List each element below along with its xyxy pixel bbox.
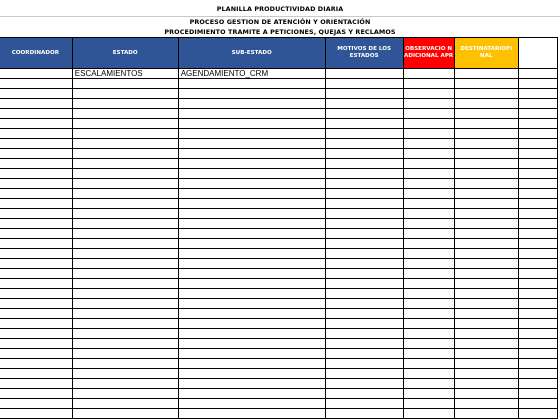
table-cell[interactable] bbox=[325, 69, 403, 79]
table-cell[interactable] bbox=[454, 69, 518, 79]
table-cell[interactable] bbox=[454, 329, 518, 339]
table-cell[interactable] bbox=[454, 99, 518, 109]
table-cell[interactable] bbox=[403, 369, 454, 379]
table-cell[interactable] bbox=[0, 69, 72, 79]
table-row bbox=[0, 199, 558, 209]
table-cell[interactable] bbox=[518, 249, 557, 259]
table-cell[interactable] bbox=[454, 219, 518, 229]
table-cell[interactable] bbox=[0, 189, 72, 199]
table-cell[interactable] bbox=[72, 269, 178, 279]
table-cell[interactable] bbox=[325, 159, 403, 169]
sheet-title: PLANILLA PRODUCTIVIDAD DIARIA bbox=[216, 5, 344, 13]
table-cell[interactable] bbox=[403, 329, 454, 339]
table-cell[interactable] bbox=[325, 409, 403, 419]
table-cell[interactable] bbox=[0, 399, 72, 409]
table-cell[interactable] bbox=[454, 119, 518, 129]
table-cell[interactable] bbox=[325, 149, 403, 159]
table-cell[interactable] bbox=[325, 99, 403, 109]
header-sub-estado[interactable]: SUB-ESTADO bbox=[178, 38, 325, 69]
header-destinatario[interactable]: DESTINATARIOFI NAL bbox=[454, 38, 518, 69]
table-cell[interactable] bbox=[325, 259, 403, 269]
table-cell[interactable] bbox=[0, 169, 72, 179]
table-cell[interactable] bbox=[0, 149, 72, 159]
table-row bbox=[0, 399, 558, 409]
table-row bbox=[0, 169, 558, 179]
table-cell[interactable] bbox=[178, 349, 325, 359]
header-row bbox=[0, 38, 558, 69]
table-cell[interactable] bbox=[0, 219, 72, 229]
table-row bbox=[0, 379, 558, 389]
table-cell[interactable] bbox=[454, 289, 518, 299]
table-cell[interactable] bbox=[454, 149, 518, 159]
table-cell[interactable] bbox=[454, 189, 518, 199]
table-cell[interactable] bbox=[178, 369, 325, 379]
table-cell[interactable] bbox=[325, 269, 403, 279]
table-cell[interactable] bbox=[403, 159, 454, 169]
table-row bbox=[0, 339, 558, 349]
table-cell[interactable] bbox=[325, 359, 403, 369]
table-cell[interactable] bbox=[178, 239, 325, 249]
table-cell[interactable] bbox=[325, 399, 403, 409]
table-row bbox=[0, 259, 558, 269]
table-cell[interactable] bbox=[518, 129, 557, 139]
table-cell[interactable] bbox=[518, 399, 557, 409]
table-cell[interactable] bbox=[403, 399, 454, 409]
table-cell[interactable] bbox=[518, 329, 557, 339]
table-cell[interactable] bbox=[72, 249, 178, 259]
table-row bbox=[0, 249, 558, 259]
table-row bbox=[0, 319, 558, 329]
table-cell[interactable] bbox=[325, 139, 403, 149]
divider bbox=[0, 16, 560, 17]
table-cell[interactable] bbox=[325, 339, 403, 349]
table-cell[interactable] bbox=[403, 89, 454, 99]
table-cell[interactable] bbox=[0, 329, 72, 339]
table-cell[interactable] bbox=[72, 309, 178, 319]
table-cell[interactable] bbox=[454, 349, 518, 359]
table-cell[interactable] bbox=[178, 99, 325, 109]
table-cell[interactable] bbox=[325, 239, 403, 249]
table-cell[interactable] bbox=[325, 279, 403, 289]
table-cell[interactable] bbox=[518, 339, 557, 349]
table-cell[interactable] bbox=[178, 179, 325, 189]
table-row bbox=[0, 289, 558, 299]
table-cell[interactable] bbox=[325, 319, 403, 329]
table-cell[interactable] bbox=[72, 169, 178, 179]
table-cell[interactable] bbox=[403, 389, 454, 399]
table-body bbox=[0, 69, 558, 419]
table-cell[interactable] bbox=[72, 189, 178, 199]
table-cell[interactable] bbox=[454, 279, 518, 289]
table-cell[interactable] bbox=[518, 209, 557, 219]
header-estado[interactable]: ESTADO bbox=[72, 38, 178, 69]
table-cell[interactable] bbox=[403, 119, 454, 129]
table-cell[interactable] bbox=[0, 109, 72, 119]
table-cell[interactable] bbox=[403, 99, 454, 109]
table-cell[interactable] bbox=[72, 139, 178, 149]
table-cell[interactable] bbox=[72, 279, 178, 289]
table-row bbox=[0, 299, 558, 309]
table-cell[interactable] bbox=[454, 229, 518, 239]
table-cell[interactable] bbox=[403, 279, 454, 289]
table-row bbox=[0, 69, 558, 79]
table-cell[interactable] bbox=[518, 269, 557, 279]
table-cell[interactable] bbox=[518, 159, 557, 169]
table-cell[interactable] bbox=[0, 269, 72, 279]
table-cell[interactable] bbox=[403, 69, 454, 79]
table-cell[interactable] bbox=[403, 349, 454, 359]
table-cell[interactable] bbox=[403, 79, 454, 89]
table-cell[interactable] bbox=[72, 319, 178, 329]
table-cell[interactable] bbox=[454, 269, 518, 279]
table-cell[interactable] bbox=[72, 259, 178, 269]
table-cell[interactable] bbox=[72, 149, 178, 159]
table-cell[interactable] bbox=[178, 259, 325, 269]
table-cell[interactable] bbox=[518, 119, 557, 129]
table-cell[interactable] bbox=[454, 159, 518, 169]
table-cell[interactable] bbox=[518, 229, 557, 239]
table-cell[interactable] bbox=[178, 409, 325, 419]
table-cell[interactable] bbox=[454, 399, 518, 409]
table-cell[interactable] bbox=[72, 89, 178, 99]
table-cell[interactable] bbox=[72, 119, 178, 129]
table-cell[interactable] bbox=[518, 89, 557, 99]
table-cell[interactable] bbox=[325, 109, 403, 119]
table-row bbox=[0, 179, 558, 189]
table-cell[interactable] bbox=[178, 339, 325, 349]
table-cell[interactable] bbox=[72, 79, 178, 89]
table-cell[interactable] bbox=[178, 399, 325, 409]
table-cell[interactable] bbox=[454, 89, 518, 99]
table-cell[interactable] bbox=[178, 159, 325, 169]
table-cell[interactable] bbox=[72, 289, 178, 299]
table-cell[interactable] bbox=[72, 209, 178, 219]
table-cell[interactable] bbox=[454, 209, 518, 219]
table-cell[interactable] bbox=[403, 149, 454, 159]
table-cell[interactable] bbox=[403, 189, 454, 199]
table-cell[interactable]: AGENDAMIENTO_CRM bbox=[178, 69, 325, 79]
table-cell[interactable] bbox=[325, 229, 403, 239]
table-row bbox=[0, 209, 558, 219]
table-cell[interactable] bbox=[325, 329, 403, 339]
table-cell[interactable] bbox=[518, 199, 557, 209]
table-cell[interactable] bbox=[178, 219, 325, 229]
table-row bbox=[0, 99, 558, 109]
table-cell[interactable] bbox=[72, 399, 178, 409]
table-cell[interactable] bbox=[518, 189, 557, 199]
table-cell[interactable] bbox=[454, 129, 518, 139]
table-cell[interactable] bbox=[454, 109, 518, 119]
table-cell[interactable] bbox=[403, 249, 454, 259]
header-direccion[interactable]: DIRECCIO N ENV "CART bbox=[518, 38, 557, 69]
procedure-title: PROCEDIMIENTO TRAMITE A PETICIONES, QUEJAS Y RECLAMOS bbox=[164, 28, 396, 36]
table-cell[interactable] bbox=[72, 199, 178, 209]
header-motivos[interactable]: MOTIVOS DE LOS ESTADOS bbox=[325, 38, 403, 69]
table-cell[interactable] bbox=[178, 379, 325, 389]
table-cell[interactable] bbox=[518, 289, 557, 299]
table-cell[interactable] bbox=[178, 309, 325, 319]
table-cell[interactable] bbox=[518, 139, 557, 149]
table-cell[interactable] bbox=[0, 229, 72, 239]
table-cell[interactable] bbox=[454, 379, 518, 389]
table-cell[interactable] bbox=[454, 369, 518, 379]
table-cell[interactable] bbox=[72, 129, 178, 139]
table-cell[interactable] bbox=[178, 169, 325, 179]
table-cell[interactable] bbox=[178, 149, 325, 159]
table-cell[interactable] bbox=[403, 409, 454, 419]
process-title: PROCESO GESTION DE ATENCIÓN Y ORIENTACIÓN bbox=[189, 18, 371, 26]
table-cell[interactable] bbox=[0, 409, 72, 419]
table-row bbox=[0, 139, 558, 149]
table-cell[interactable] bbox=[178, 189, 325, 199]
table-cell[interactable] bbox=[178, 89, 325, 99]
table-cell[interactable] bbox=[325, 179, 403, 189]
table-cell[interactable] bbox=[454, 259, 518, 269]
table-cell[interactable] bbox=[518, 309, 557, 319]
table-cell[interactable] bbox=[72, 179, 178, 189]
table-cell[interactable] bbox=[403, 359, 454, 369]
table-cell[interactable] bbox=[0, 79, 72, 89]
table-cell[interactable] bbox=[454, 139, 518, 149]
table-cell[interactable] bbox=[178, 279, 325, 289]
table-cell[interactable] bbox=[454, 299, 518, 309]
table-cell[interactable] bbox=[178, 389, 325, 399]
table-row bbox=[0, 229, 558, 239]
table-cell[interactable] bbox=[72, 349, 178, 359]
table-cell[interactable] bbox=[72, 329, 178, 339]
table-row bbox=[0, 149, 558, 159]
table-cell[interactable] bbox=[403, 319, 454, 329]
table-row bbox=[0, 89, 558, 99]
table-cell[interactable] bbox=[325, 299, 403, 309]
table-cell[interactable] bbox=[325, 349, 403, 359]
table-row bbox=[0, 349, 558, 359]
table-cell[interactable] bbox=[0, 199, 72, 209]
table-cell[interactable] bbox=[0, 259, 72, 269]
table-cell[interactable] bbox=[403, 199, 454, 209]
table-cell[interactable] bbox=[403, 179, 454, 189]
table-cell[interactable] bbox=[518, 149, 557, 159]
table-row bbox=[0, 79, 558, 89]
table-row bbox=[0, 279, 558, 289]
table-row bbox=[0, 129, 558, 139]
table-cell[interactable] bbox=[454, 199, 518, 209]
table-cell[interactable] bbox=[403, 129, 454, 139]
table-cell[interactable] bbox=[72, 219, 178, 229]
table-cell[interactable] bbox=[403, 239, 454, 249]
table-cell[interactable] bbox=[72, 239, 178, 249]
table-cell[interactable] bbox=[178, 129, 325, 139]
table-cell[interactable] bbox=[0, 309, 72, 319]
table-cell[interactable] bbox=[72, 389, 178, 399]
table-cell[interactable] bbox=[518, 259, 557, 269]
header-observacion[interactable]: OBSERVACIO N ADICIONAL APR bbox=[403, 38, 454, 69]
table-cell[interactable] bbox=[0, 139, 72, 149]
table-row bbox=[0, 119, 558, 129]
table-cell[interactable] bbox=[0, 359, 72, 369]
table-cell[interactable] bbox=[178, 289, 325, 299]
table-cell[interactable] bbox=[0, 249, 72, 259]
table-cell[interactable] bbox=[0, 209, 72, 219]
table-cell[interactable] bbox=[72, 409, 178, 419]
table-cell[interactable] bbox=[518, 349, 557, 359]
table-cell[interactable] bbox=[518, 359, 557, 369]
table-cell[interactable] bbox=[178, 109, 325, 119]
table-cell[interactable] bbox=[518, 389, 557, 399]
table-row bbox=[0, 409, 558, 419]
table-row bbox=[0, 359, 558, 369]
table-cell[interactable] bbox=[178, 229, 325, 239]
table-row bbox=[0, 109, 558, 119]
productivity-table bbox=[0, 37, 558, 419]
table-cell[interactable] bbox=[403, 379, 454, 389]
table-cell[interactable] bbox=[0, 299, 72, 309]
table-cell[interactable] bbox=[325, 379, 403, 389]
table-cell[interactable] bbox=[518, 79, 557, 89]
table-cell[interactable] bbox=[72, 99, 178, 109]
table-cell[interactable] bbox=[325, 389, 403, 399]
table-cell[interactable] bbox=[0, 349, 72, 359]
table-cell[interactable] bbox=[0, 99, 72, 109]
table-cell[interactable] bbox=[403, 139, 454, 149]
table-cell[interactable] bbox=[403, 219, 454, 229]
table-cell[interactable] bbox=[0, 289, 72, 299]
table-cell[interactable] bbox=[72, 159, 178, 169]
table-cell[interactable] bbox=[518, 219, 557, 229]
table-cell[interactable] bbox=[178, 299, 325, 309]
table-cell[interactable] bbox=[0, 239, 72, 249]
table-cell[interactable] bbox=[72, 379, 178, 389]
table-cell[interactable] bbox=[403, 299, 454, 309]
table-cell[interactable] bbox=[72, 339, 178, 349]
table-cell[interactable] bbox=[0, 379, 72, 389]
table-cell[interactable] bbox=[178, 199, 325, 209]
table-cell[interactable] bbox=[518, 369, 557, 379]
table-row bbox=[0, 389, 558, 399]
table-cell[interactable] bbox=[518, 169, 557, 179]
table-cell[interactable] bbox=[518, 299, 557, 309]
table-cell[interactable] bbox=[325, 199, 403, 209]
table-cell[interactable] bbox=[72, 109, 178, 119]
table-cell[interactable] bbox=[0, 369, 72, 379]
table-cell[interactable] bbox=[325, 219, 403, 229]
table-cell[interactable] bbox=[178, 139, 325, 149]
table-cell[interactable] bbox=[0, 89, 72, 99]
table-cell[interactable] bbox=[178, 319, 325, 329]
table-row bbox=[0, 239, 558, 249]
table-cell[interactable] bbox=[403, 289, 454, 299]
table-cell[interactable] bbox=[325, 89, 403, 99]
table-cell[interactable] bbox=[325, 189, 403, 199]
table-cell[interactable] bbox=[178, 249, 325, 259]
table-cell[interactable] bbox=[72, 359, 178, 369]
table-cell[interactable] bbox=[518, 109, 557, 119]
table-cell[interactable] bbox=[518, 279, 557, 289]
table-cell[interactable] bbox=[403, 309, 454, 319]
table-cell[interactable] bbox=[178, 329, 325, 339]
table-cell[interactable] bbox=[178, 79, 325, 89]
table-cell[interactable] bbox=[325, 249, 403, 259]
table-cell[interactable] bbox=[0, 159, 72, 169]
table-cell[interactable]: ESCALAMIENTOS bbox=[72, 69, 178, 79]
table-cell[interactable] bbox=[0, 129, 72, 139]
table-row bbox=[0, 189, 558, 199]
table-cell[interactable] bbox=[403, 269, 454, 279]
table-cell[interactable] bbox=[325, 169, 403, 179]
table-cell[interactable] bbox=[0, 279, 72, 289]
table-cell[interactable] bbox=[325, 369, 403, 379]
table-cell[interactable] bbox=[325, 79, 403, 89]
table-cell[interactable] bbox=[178, 119, 325, 129]
table-row bbox=[0, 369, 558, 379]
table-cell[interactable] bbox=[403, 259, 454, 269]
table-cell[interactable] bbox=[454, 389, 518, 399]
table-row bbox=[0, 219, 558, 229]
table-cell[interactable] bbox=[403, 339, 454, 349]
table-cell[interactable] bbox=[454, 79, 518, 89]
table-cell[interactable] bbox=[0, 389, 72, 399]
table-cell[interactable] bbox=[178, 269, 325, 279]
table-cell[interactable] bbox=[454, 359, 518, 369]
table-cell[interactable] bbox=[454, 239, 518, 249]
table-cell[interactable] bbox=[403, 229, 454, 239]
table-cell[interactable] bbox=[454, 409, 518, 419]
table-cell[interactable] bbox=[325, 289, 403, 299]
table-cell[interactable] bbox=[518, 379, 557, 389]
table-cell[interactable] bbox=[518, 69, 557, 79]
table-cell[interactable] bbox=[454, 249, 518, 259]
table-cell[interactable] bbox=[403, 169, 454, 179]
table-cell[interactable] bbox=[454, 309, 518, 319]
table-row bbox=[0, 269, 558, 279]
table-cell[interactable] bbox=[72, 299, 178, 309]
table-cell[interactable] bbox=[325, 309, 403, 319]
table-cell[interactable] bbox=[325, 119, 403, 129]
table-cell[interactable] bbox=[0, 179, 72, 189]
table-cell[interactable] bbox=[454, 179, 518, 189]
table-cell[interactable] bbox=[518, 99, 557, 109]
table-row bbox=[0, 159, 558, 169]
table-cell[interactable] bbox=[178, 359, 325, 369]
table-row bbox=[0, 309, 558, 319]
table-cell[interactable] bbox=[518, 409, 557, 419]
table-cell[interactable] bbox=[178, 209, 325, 219]
table-cell[interactable] bbox=[0, 319, 72, 329]
table-cell[interactable] bbox=[72, 369, 178, 379]
table-cell[interactable] bbox=[518, 319, 557, 329]
table-cell[interactable] bbox=[403, 209, 454, 219]
table-cell[interactable] bbox=[518, 239, 557, 249]
table-cell[interactable] bbox=[0, 339, 72, 349]
table-cell[interactable] bbox=[454, 169, 518, 179]
header-coordinador[interactable]: COORDINADOR bbox=[0, 38, 72, 69]
table-cell[interactable] bbox=[403, 109, 454, 119]
table-cell[interactable] bbox=[325, 129, 403, 139]
table-cell[interactable] bbox=[454, 339, 518, 349]
table-cell[interactable] bbox=[72, 229, 178, 239]
table-row bbox=[0, 329, 558, 339]
table-cell[interactable] bbox=[325, 209, 403, 219]
table-cell[interactable] bbox=[518, 179, 557, 189]
table-cell[interactable] bbox=[454, 319, 518, 329]
table-cell[interactable] bbox=[0, 119, 72, 129]
